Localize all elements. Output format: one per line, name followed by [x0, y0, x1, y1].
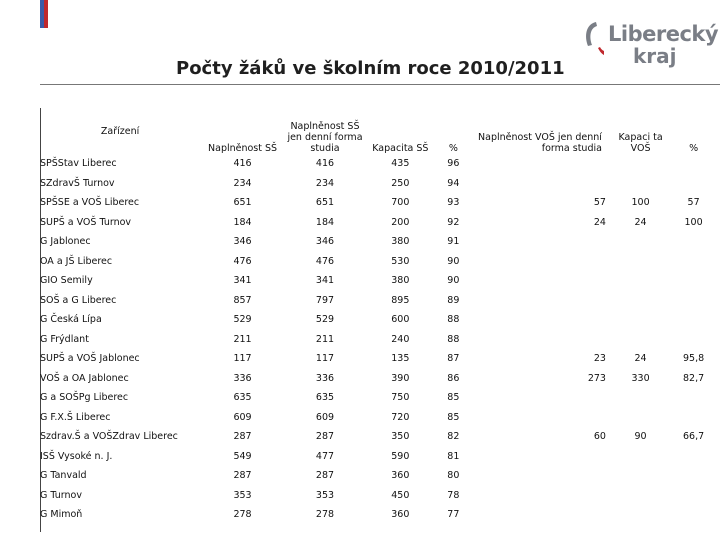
cell-percent-ss: 90: [447, 275, 460, 287]
cell-percent-vos: [671, 486, 716, 506]
cell-percent-vos: [671, 232, 716, 252]
cell-naplnenost-vos: [471, 291, 610, 311]
cell-school-name: VOŠ a OA Jablonec: [40, 372, 129, 384]
cell-percent-ss: 96: [447, 158, 460, 170]
cell-naplnenost-ss: 635: [233, 392, 252, 404]
cell-percent-ss: 87: [447, 353, 460, 365]
cell-naplnenost-ss-denni: 184: [315, 216, 335, 228]
cell-naplnenost-vos: 60: [593, 431, 606, 443]
cell-kapacita-vos: 330: [631, 372, 650, 384]
cell-naplnenost-ss: 211: [233, 333, 252, 345]
table-row: [40, 310, 716, 330]
cell-naplnenost-vos: [471, 154, 610, 174]
page-title: Počty žáků ve školním roce 2010/2011: [176, 58, 565, 79]
cell-naplnenost-ss: 529: [233, 314, 252, 326]
table-row: [40, 330, 716, 350]
table-row: [40, 291, 716, 311]
cell-school-name: ISŠ Vysoké n. J.: [40, 450, 113, 462]
cell-naplnenost-ss-denni: 797: [315, 294, 335, 306]
cell-kapacita-ss: 895: [391, 294, 410, 306]
cell-kapacita-vos: [610, 330, 671, 350]
cell-percent-vos: [671, 466, 716, 486]
cell-naplnenost-ss-denni: 346: [315, 236, 335, 248]
cell-percent-ss: 78: [447, 489, 460, 501]
cell-naplnenost-vos: 23: [593, 353, 606, 365]
cell-naplnenost-vos: [471, 174, 610, 194]
cell-naplnenost-ss: 184: [233, 216, 252, 228]
cell-kapacita-ss: 720: [391, 411, 410, 423]
cell-naplnenost-ss: 353: [233, 489, 252, 501]
cell-naplnenost-vos: [471, 232, 610, 252]
cell-school-name: G F.X.Š Liberec: [40, 411, 111, 423]
table-row: [40, 193, 716, 213]
cell-kapacita-vos: [610, 174, 671, 194]
cell-percent-ss: 93: [447, 197, 460, 209]
cell-school-name: GIO Semily: [40, 275, 93, 287]
cell-naplnenost-ss-denni: 117: [315, 353, 335, 365]
title-divider: [40, 84, 720, 85]
cell-school-name: G Turnov: [40, 489, 82, 501]
cell-naplnenost-ss-denni: 353: [315, 489, 335, 501]
table-row: [40, 505, 716, 525]
cell-kapacita-ss: 240: [391, 333, 410, 345]
cell-kapacita-vos: [610, 232, 671, 252]
cell-school-name: Szdrav.Š a VOŠZdrav Liberec: [40, 431, 178, 443]
cell-naplnenost-ss-denni: 635: [315, 392, 335, 404]
cell-percent-ss: 77: [447, 509, 460, 521]
cell-naplnenost-ss: 857: [233, 294, 252, 306]
cell-naplnenost-ss-denni: 336: [315, 372, 335, 384]
cell-school-name: SUPŠ a VOŠ Turnov: [40, 216, 132, 228]
cell-naplnenost-vos: [471, 408, 610, 428]
cell-kapacita-vos: [610, 252, 671, 272]
cell-percent-vos: [671, 505, 716, 525]
cell-naplnenost-ss-denni: 529: [315, 314, 335, 326]
cell-naplnenost-ss: 278: [233, 509, 252, 521]
table-row: [40, 349, 716, 369]
header-naplnenost-ss-denni: Naplněnost SŠ jen denní forma studia: [287, 121, 363, 154]
cell-naplnenost-vos: [471, 486, 610, 506]
cell-percent-vos: [671, 174, 716, 194]
cell-naplnenost-ss-denni: 416: [315, 158, 335, 170]
cell-naplnenost-ss: 651: [233, 197, 252, 209]
table-row: [40, 369, 716, 389]
cell-kapacita-ss: 450: [391, 489, 410, 501]
cell-kapacita-ss: 750: [391, 392, 410, 404]
cell-kapacita-vos: [610, 154, 671, 174]
cell-kapacita-vos: [610, 447, 671, 467]
cell-kapacita-vos: [610, 486, 671, 506]
table-row: [40, 408, 716, 428]
cell-naplnenost-ss-denni: 476: [315, 255, 335, 267]
cell-naplnenost-ss-denni: 211: [315, 333, 335, 345]
cell-kapacita-vos: [610, 388, 671, 408]
cell-naplnenost-vos: [471, 447, 610, 467]
cell-percent-ss: 90: [447, 255, 460, 267]
cell-percent-ss: 80: [447, 470, 460, 482]
cell-naplnenost-vos: [471, 466, 610, 486]
cell-naplnenost-ss: 549: [233, 450, 252, 462]
cell-percent-vos: 82,7: [683, 372, 705, 384]
cell-naplnenost-ss: 234: [233, 177, 252, 189]
header-naplnenost-vos-denni: Naplněnost VOŠ jen denní forma studia: [478, 132, 602, 154]
cell-kapacita-vos: [610, 271, 671, 291]
cell-naplnenost-ss: 346: [233, 236, 252, 248]
cell-kapacita-vos: 90: [634, 431, 647, 443]
cell-naplnenost-ss-denni: 651: [315, 197, 335, 209]
cell-kapacita-ss: 250: [391, 177, 410, 189]
cell-naplnenost-vos: [471, 388, 610, 408]
table-row: [40, 154, 716, 174]
cell-percent-ss: 82: [447, 431, 460, 443]
cell-percent-ss: 91: [447, 236, 460, 248]
cell-kapacita-vos: 24: [634, 216, 647, 228]
cell-percent-ss: 85: [447, 392, 460, 404]
cell-naplnenost-ss: 609: [233, 411, 252, 423]
cell-naplnenost-ss-denni: 477: [315, 450, 335, 462]
table-row: [40, 388, 716, 408]
cell-school-name: G a SOŠPg Liberec: [40, 392, 129, 404]
cell-school-name: G Česká Lípa: [40, 314, 102, 326]
cell-naplnenost-vos: [471, 310, 610, 330]
cell-percent-vos: [671, 271, 716, 291]
logo-mark-icon: [580, 18, 610, 58]
logo-text-line2: kraj: [633, 44, 677, 68]
cell-kapacita-ss: 360: [391, 470, 410, 482]
cell-naplnenost-ss: 287: [233, 470, 252, 482]
cell-naplnenost-vos: [471, 271, 610, 291]
cell-percent-vos: [671, 291, 716, 311]
table-row: [40, 447, 716, 467]
cell-school-name: OA a JŠ Liberec: [40, 255, 113, 267]
cell-percent-ss: 81: [447, 450, 460, 462]
cell-percent-ss: 88: [447, 314, 460, 326]
corner-accent-graphic: [40, 0, 48, 28]
table-row: [40, 232, 716, 252]
cell-percent-ss: 86: [447, 372, 460, 384]
table-row: [40, 271, 716, 291]
cell-kapacita-ss: 590: [391, 450, 410, 462]
cell-naplnenost-ss: 341: [233, 275, 252, 287]
cell-naplnenost-ss: 416: [233, 158, 252, 170]
cell-kapacita-ss: 350: [391, 431, 410, 443]
table-row: [40, 427, 716, 447]
cell-kapacita-ss: 435: [391, 158, 410, 170]
cell-school-name: G Frýdlant: [40, 333, 89, 345]
cell-school-name: G Tanvald: [40, 470, 87, 482]
table-row: [40, 486, 716, 506]
cell-percent-vos: [671, 154, 716, 174]
cell-percent-ss: 85: [447, 411, 460, 423]
table-row: [40, 174, 716, 194]
cell-kapacita-ss: 700: [391, 197, 410, 209]
cell-naplnenost-vos: [471, 330, 610, 350]
cell-naplnenost-vos: [471, 505, 610, 525]
header-percent-vos: %: [689, 143, 699, 154]
cell-percent-vos: 95,8: [683, 353, 705, 365]
cell-kapacita-ss: 360: [391, 509, 410, 521]
cell-percent-vos: 100: [684, 216, 703, 228]
cell-naplnenost-vos: [471, 252, 610, 272]
cell-percent-vos: [671, 310, 716, 330]
cell-percent-vos: [671, 388, 716, 408]
cell-school-name: SOŠ a G Liberec: [40, 294, 117, 306]
cell-percent-vos: [671, 252, 716, 272]
cell-kapacita-vos: [610, 291, 671, 311]
cell-naplnenost-ss-denni: 341: [315, 275, 335, 287]
cell-percent-ss: 89: [447, 294, 460, 306]
cell-naplnenost-ss-denni: 234: [315, 177, 335, 189]
header-percent-ss: %: [448, 143, 458, 154]
cell-naplnenost-vos: 57: [593, 197, 606, 209]
cell-percent-vos: [671, 330, 716, 350]
cell-percent-vos: 57: [687, 197, 700, 209]
table-header-row: [40, 108, 716, 154]
cell-percent-vos: 66,7: [683, 431, 705, 443]
cell-naplnenost-vos: 24: [593, 216, 606, 228]
cell-kapacita-ss: 390: [391, 372, 410, 384]
header-kapacita-vos: Kapaci ta VOŠ: [618, 132, 663, 154]
liberecky-kraj-logo: [580, 18, 720, 70]
cell-kapacita-ss: 380: [391, 236, 410, 248]
header-kapacita-ss: Kapacita SŠ: [372, 143, 429, 154]
cell-naplnenost-ss-denni: 278: [315, 509, 335, 521]
cell-school-name: SPŠSE a VOŠ Liberec: [40, 197, 140, 209]
cell-kapacita-vos: [610, 466, 671, 486]
cell-kapacita-ss: 135: [391, 353, 410, 365]
cell-naplnenost-ss-denni: 287: [315, 431, 335, 443]
cell-naplnenost-ss: 336: [233, 372, 252, 384]
cell-percent-ss: 92: [447, 216, 460, 228]
cell-naplnenost-vos: 273: [587, 372, 606, 384]
school-capacity-table: [40, 108, 716, 525]
cell-school-name: G Jablonec: [40, 236, 91, 248]
cell-kapacita-vos: 24: [634, 353, 647, 365]
cell-naplnenost-ss: 476: [233, 255, 252, 267]
cell-kapacita-ss: 380: [391, 275, 410, 287]
cell-naplnenost-ss: 287: [233, 431, 252, 443]
table-row: [40, 213, 716, 233]
cell-school-name: SUPŠ a VOŠ Jablonec: [40, 353, 140, 365]
table-row: [40, 252, 716, 272]
header-zarizeni: Zařízení: [100, 125, 140, 137]
cell-kapacita-ss: 530: [391, 255, 410, 267]
cell-naplnenost-ss-denni: 609: [315, 411, 335, 423]
cell-kapacita-ss: 200: [391, 216, 410, 228]
cell-percent-ss: 94: [447, 177, 460, 189]
cell-naplnenost-ss: 117: [233, 353, 252, 365]
table-row: [40, 466, 716, 486]
cell-kapacita-vos: [610, 310, 671, 330]
cell-percent-vos: [671, 408, 716, 428]
cell-kapacita-vos: [610, 505, 671, 525]
cell-school-name: SZdravŠ Turnov: [40, 177, 115, 189]
cell-school-name: G Mimoň: [40, 509, 83, 521]
cell-percent-ss: 88: [447, 333, 460, 345]
cell-school-name: SPŠStav Liberec: [40, 158, 117, 170]
cell-naplnenost-ss-denni: 287: [315, 470, 335, 482]
cell-percent-vos: [671, 447, 716, 467]
cell-kapacita-vos: 100: [631, 197, 650, 209]
cell-kapacita-vos: [610, 408, 671, 428]
header-naplnenost-ss: Naplněnost SŠ: [208, 143, 278, 154]
logo-text-line1: Liberecký: [608, 22, 719, 46]
cell-kapacita-ss: 600: [391, 314, 410, 326]
